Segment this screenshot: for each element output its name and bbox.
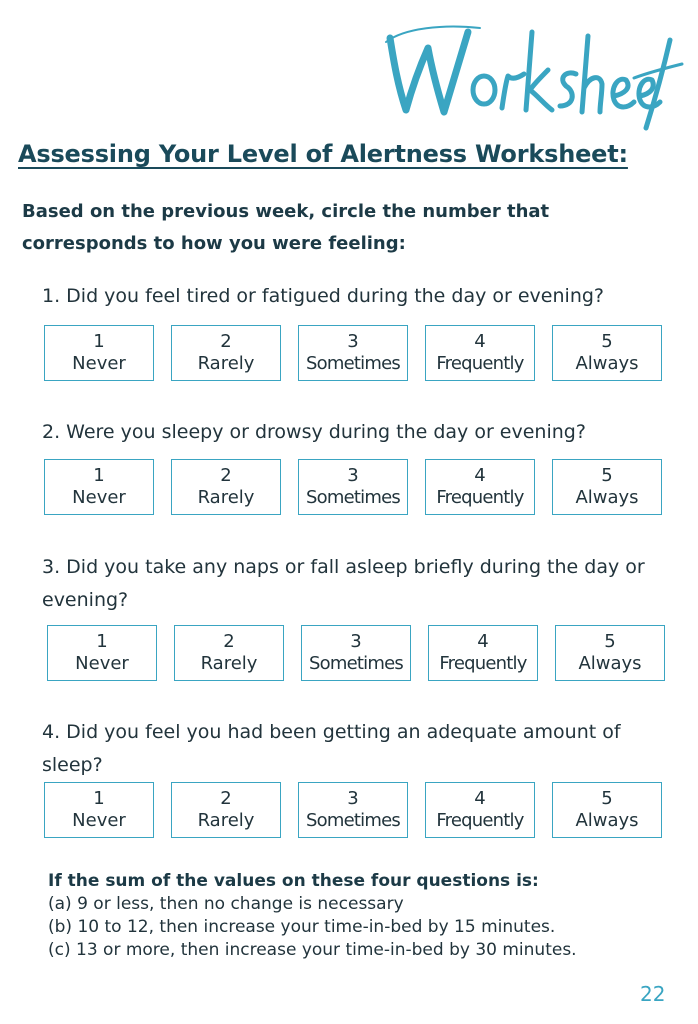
- option-number: 3: [347, 331, 359, 352]
- option-number: 4: [474, 465, 486, 486]
- option-label: Never: [72, 487, 126, 508]
- page-number: 22: [640, 982, 666, 1006]
- option-number: 3: [347, 788, 359, 809]
- scoring-item-c: (c) 13 or more, then increase your time-in-bed by 30 minutes.: [48, 940, 577, 960]
- q3-option-3[interactable]: [301, 625, 411, 681]
- q4-option-3[interactable]: [298, 782, 408, 838]
- option-number: 1: [93, 331, 105, 352]
- question-2-text: 2. Were you sleepy or drowsy during the day or evening?: [42, 421, 586, 443]
- option-label: Frequently: [436, 487, 524, 508]
- option-number: 5: [601, 465, 613, 486]
- option-label: Never: [75, 653, 129, 674]
- option-number: 2: [220, 788, 232, 809]
- q1-option-4[interactable]: [425, 325, 535, 381]
- option-number: 1: [93, 465, 105, 486]
- instructions: [22, 196, 642, 260]
- q4-option-2[interactable]: [171, 782, 281, 838]
- option-number: 4: [477, 631, 489, 652]
- option-number: 5: [604, 631, 616, 652]
- worksheet-logo-lettering: [384, 18, 684, 133]
- q3-option-4[interactable]: [428, 625, 538, 681]
- page-title: Assessing Your Level of Alertness Worksheet:: [18, 140, 628, 168]
- scoring-heading: If the sum of the values on these four questions is:: [48, 871, 539, 891]
- q3-option-5[interactable]: [555, 625, 665, 681]
- option-number: 2: [220, 331, 232, 352]
- q2-option-1[interactable]: [44, 459, 154, 515]
- option-label: Never: [72, 353, 126, 374]
- question-3-text: 3. Did you take any naps or fall asleep briefly during the day or evening?: [42, 556, 645, 611]
- q1-option-3[interactable]: [298, 325, 408, 381]
- option-label: Rarely: [197, 810, 255, 831]
- option-number: 5: [601, 331, 613, 352]
- q1-option-5[interactable]: [552, 325, 662, 381]
- q2-option-5[interactable]: [552, 459, 662, 515]
- option-number: 2: [223, 631, 235, 652]
- question-3-scale: [47, 625, 667, 681]
- option-label: Always: [575, 487, 639, 508]
- scoring-guide: [48, 870, 668, 962]
- option-label: Frequently: [439, 653, 527, 674]
- option-label: Always: [575, 353, 639, 374]
- q4-option-5[interactable]: [552, 782, 662, 838]
- question-2-scale: [44, 459, 664, 515]
- option-label: Rarely: [197, 487, 255, 508]
- q1-option-1[interactable]: [44, 325, 154, 381]
- question-1-text: 1. Did you feel tired or fatigued during the day or evening?: [42, 285, 605, 307]
- scoring-item-b: (b) 10 to 12, then increase your time-in-bed by 15 minutes.: [48, 917, 556, 937]
- option-number: 5: [601, 788, 613, 809]
- option-label: Sometimes: [309, 653, 403, 674]
- option-number: 3: [350, 631, 362, 652]
- option-number: 4: [474, 788, 486, 809]
- instructions-line-1: Based on the previous week, circle the number that: [22, 201, 550, 222]
- scoring-item-a: (a) 9 or less, then no change is necessary: [48, 894, 404, 914]
- question-1-scale: [44, 325, 664, 381]
- option-label: Always: [578, 653, 642, 674]
- q2-option-3[interactable]: [298, 459, 408, 515]
- q2-option-2[interactable]: [171, 459, 281, 515]
- question-4-text: 4. Did you feel you had been getting an adequate amount of sleep?: [42, 721, 621, 776]
- instructions-line-2: corresponds to how you were feeling:: [22, 233, 406, 254]
- option-number: 3: [347, 465, 359, 486]
- option-number: 2: [220, 465, 232, 486]
- option-label: Always: [575, 810, 639, 831]
- option-label: Frequently: [436, 810, 524, 831]
- q3-option-1[interactable]: [47, 625, 157, 681]
- option-number: 4: [474, 331, 486, 352]
- option-label: Never: [72, 810, 126, 831]
- option-number: 1: [96, 631, 108, 652]
- question-4-scale: [44, 782, 664, 838]
- q3-option-2[interactable]: [174, 625, 284, 681]
- worksheet-logo: [384, 18, 684, 133]
- q4-option-1[interactable]: [44, 782, 154, 838]
- q4-option-4[interactable]: [425, 782, 535, 838]
- option-label: Rarely: [200, 653, 258, 674]
- option-label: Frequently: [436, 353, 524, 374]
- option-number: 1: [93, 788, 105, 809]
- option-label: Sometimes: [306, 353, 400, 374]
- q2-option-4[interactable]: [425, 459, 535, 515]
- option-label: Sometimes: [306, 487, 400, 508]
- option-label: Sometimes: [306, 810, 400, 831]
- option-label: Rarely: [197, 353, 255, 374]
- q1-option-2[interactable]: [171, 325, 281, 381]
